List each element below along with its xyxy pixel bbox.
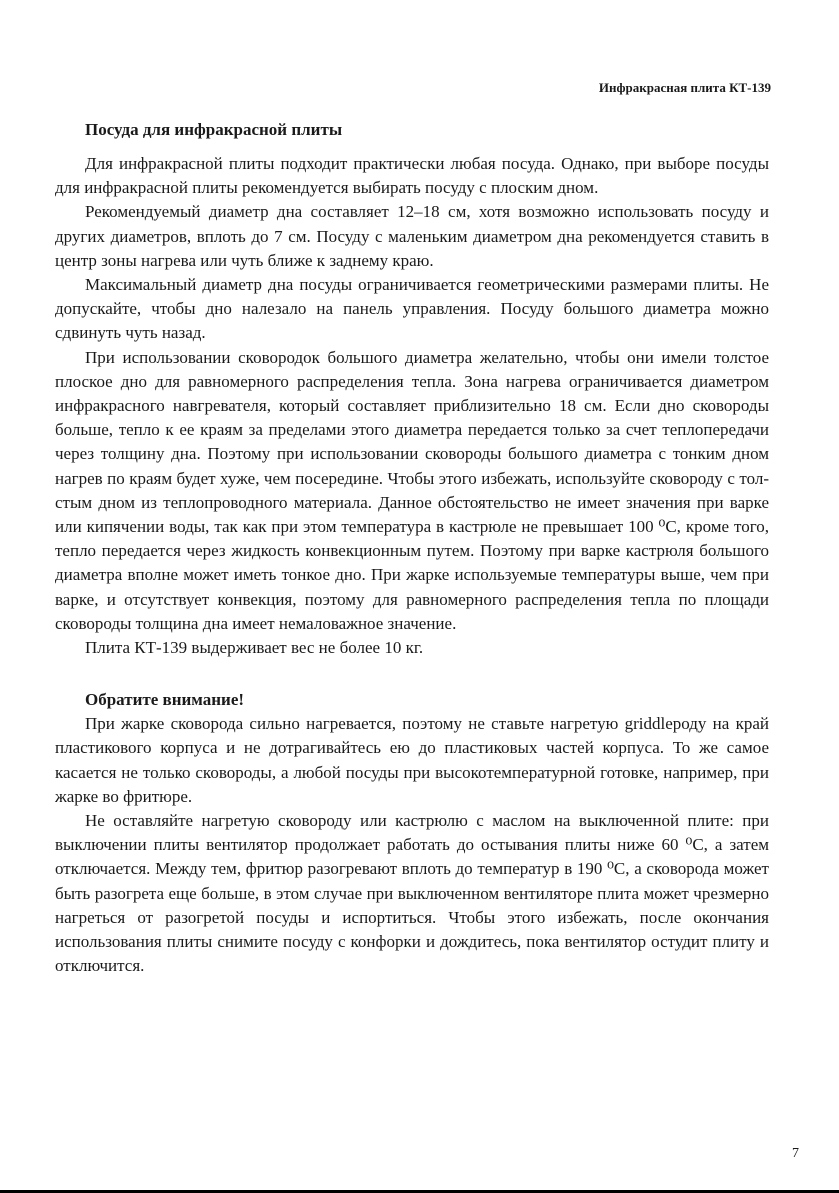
paragraph: Рекомендуемый диаметр дна составляет 12–18 см, хотя возможно использовать посуду и других диаметров, вплоть до 7 см. Посуду с маленьким диаметром дна рекомендуется ставить в центр зоны нагрева или чуть ближе к заднему краю. [55, 202, 769, 270]
section-title-cookware: Посуда для инфракрасной плиты [85, 120, 343, 139]
page-number: 7 [792, 1146, 799, 1161]
paragraph: При использовании сковородок большого диаметра желательно, чтобы они имели толстое плоское дно для равномерного распределения тепла. Зона нагрева ограничивается диаметром инфракрасного навгревателя, который составляет приблизительно 18 см. Если дно сковороды больше, тепло к ее краям за пределами этого диаметра передается только за счет теплопередачи через толщину дна. Поэтому при использовании сковороды большого диаметра с тонким дном нагрев по краям будет хуже, чем посередине. Чтобы этого избежать, используйте сковороду с толстым дном из теплопроводного материала. Данное обстоятельство не имеет значения при варке или кипячении воды, так как при этом температура в кастрюле не превышает 100 ⁰С, кроме того, тепло передается через жидкость конвекционным путем. Поэтому при варке кастрюля большого диаметра вполне может иметь тонкое дно. При жарке используемые температуры выше, чем при варке, и отсутствует конвекция, поэтому для равномерного распределения тепла по площади сковороды толщина дна имеет немаловажное значение. [55, 347, 769, 633]
paragraph: При жарке сковорода сильно нагревается, поэтому не ставьте нагретую griddleроду на край пластикового корпуса и не дотрагивайтесь ею до пластиковых частей корпуса. То же самое касается не только сковороды, а любой посуды при высокотемпературной готовке, например, при жарке во фритюре. [55, 714, 769, 806]
running-header: Инфракрасная плита КТ-139 [598, 80, 771, 95]
paragraph: Плита КТ-139 выдерживает вес не более 10 кг. [85, 638, 424, 658]
paragraph: Максимальный диаметр дна посуды ограничивается геометрическими размерами плиты. Не допускайте, чтобы дно налезало на панель управления. Посуду большого диаметра можно сдвинуть чуть назад. [55, 275, 769, 343]
document-body [55, 118, 769, 979]
section-title-attention: Обратите внимание! [85, 690, 245, 710]
paragraph: Не оставляйте нагретую сковороду или кастрюлю с маслом на выключенной плите: при выключении плиты вентилятор продолжает работать до остывания плиты ниже 60 ⁰С, а затем отключается. Между тем, фритюр разогревают вплоть до температур в 190 ⁰С, а сковорода может быть разогрета еще больше, в этом случае при выключенном вентиляторе плита может чрезмерно нагреться от разогретой посуды и испортиться. Чтобы этого избежать, после окончания использования плиты снимите посуду с конфорки и дождитесь, пока вентилятор остудит плиту и отключится. [55, 811, 769, 976]
paragraph: Для инфракрасной плиты подходит практически любая посуда. Однако, при выборе посуды для инфракрасной плиты рекомендуется выбирать посуду с плоским дном. [55, 154, 769, 198]
